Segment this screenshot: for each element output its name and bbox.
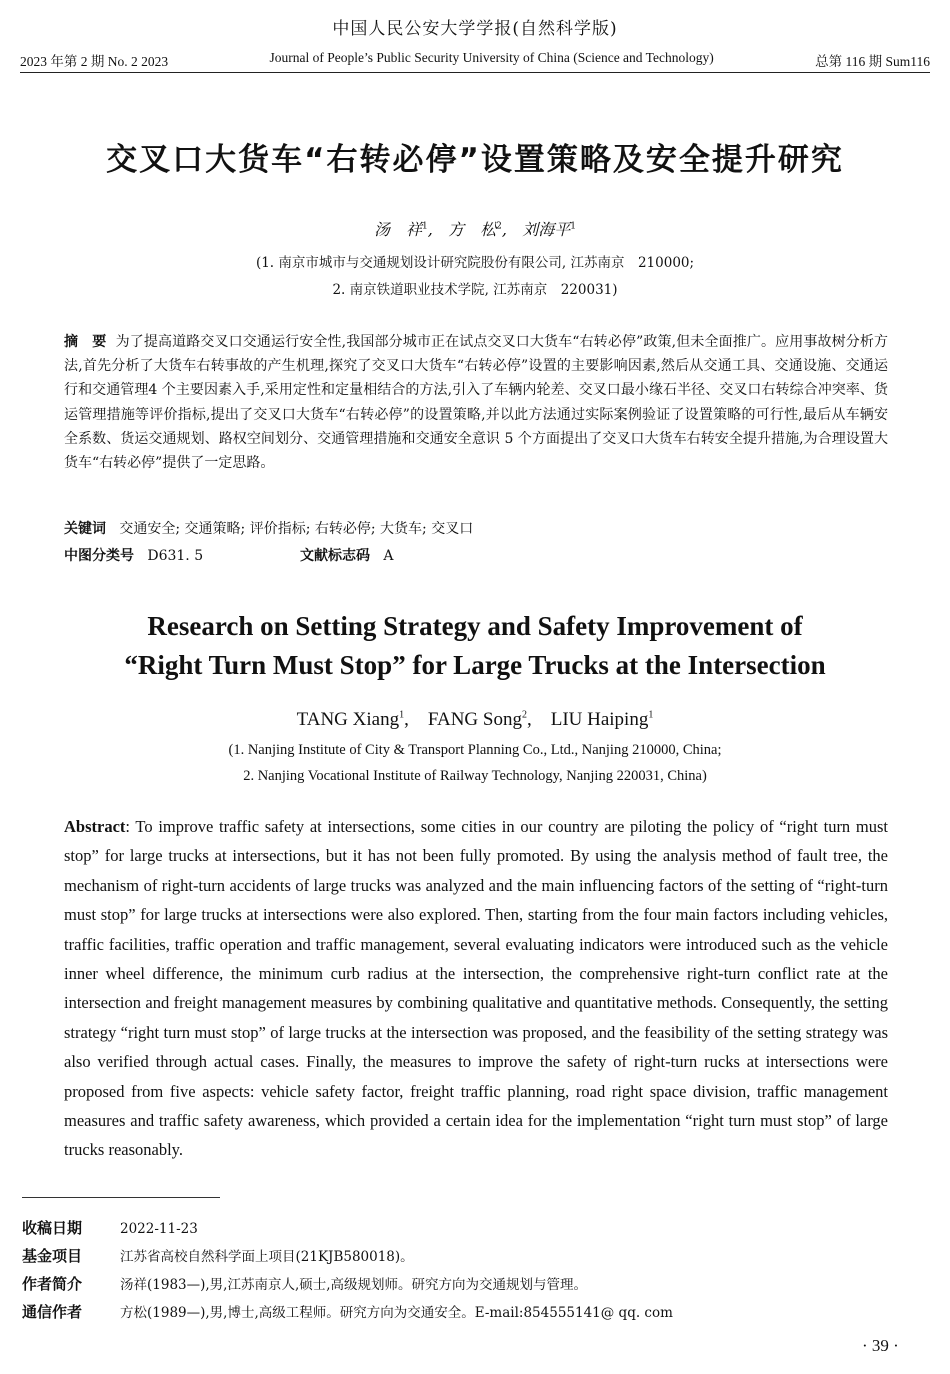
clc-label: 中图分类号 xyxy=(64,548,134,564)
doc-code-value: A xyxy=(383,548,394,564)
issue-cn: 2023 年第 2 期 No. 2 2023 xyxy=(20,54,169,69)
abstract-en-colon: : xyxy=(125,817,130,836)
authors-cn xyxy=(0,217,950,240)
footnote-funding xyxy=(22,1245,922,1266)
author-en: FANG Song xyxy=(427,709,522,730)
footnote-label: 作者简介 xyxy=(22,1275,83,1293)
footnote-divider xyxy=(22,1197,220,1198)
author-sup: 2 xyxy=(496,221,502,232)
keywords-cn-label: 关键词 xyxy=(64,521,106,537)
footnote-corresponding xyxy=(22,1301,922,1322)
keywords-cn-text: 交通安全; 交通策略; 评价指标; 右转必停; 大货车; 交叉口 xyxy=(119,521,474,537)
page-number: · 39 · xyxy=(862,1336,899,1355)
footnote-received xyxy=(22,1217,922,1238)
author-cn: 刘海平 xyxy=(522,220,571,239)
author-sep: , xyxy=(427,220,433,239)
author-en: TANG Xiang xyxy=(296,709,400,730)
author-cn: 方 松 xyxy=(448,220,497,239)
title-en-line-1: Research on Setting Strategy and Safety Improvement of xyxy=(147,611,803,641)
abstract-cn-label: 摘 要 xyxy=(64,334,107,350)
author-sup: 1 xyxy=(648,709,654,721)
running-header xyxy=(20,50,930,70)
author-sup: 1 xyxy=(570,221,576,232)
footnote-text: 方松(1989—),男,博士,高级工程师。研究方向为交通安全。E-mail:854555141@ qq. com xyxy=(120,1305,673,1321)
abstract-en xyxy=(64,812,888,1165)
keywords-cn xyxy=(64,518,888,538)
author-sep: , xyxy=(404,709,409,730)
abstract-en-text: To improve traffic safety at intersections, some cities in our country are piloting the policy of “right turn must stop” for large trucks at intersections, but it has not been fully promoted. By using the analysis method of fault tree, the mechanism of right-turn accidents of large trucks was analyzed and the main influencing factors of the setting of “right-turn must stop” for large trucks at intersections were also explored. Then, starting from the four main factors including vehicles, traffic facilities, traffic operation and traffic management, several evaluating indicators were introduced such as the vehicle inner wheel difference, the minimum curb radius at the intersection, the comprehensive right-turn conflict rate at the intersection and freight management measures by combining qualitative and quantitative methods. Consequently, the setting strategy “right turn must stop” of large trucks at the intersection was proposed, and the feasibility of the setting strategy was also verified through actual cases. Finally, the measures to improve the safety of right-turn rucks at intersections were proposed from five aspects: vehicle safety factor, freight traffic planning, road right space division, traffic management measures and traffic safety awareness, which provided a certain idea for the implementation “right turn must stop” of large trucks reasonably. xyxy=(64,817,888,1160)
total-issue: 总第 116 期 Sum116 xyxy=(815,54,930,69)
footnote-text: 汤祥(1983—),男,江苏南京人,硕士,高级规划师。研究方向为交通规划与管理。 xyxy=(120,1277,588,1293)
classification-line xyxy=(64,545,888,565)
abstract-en-label: Abstract xyxy=(64,817,126,836)
affiliation-cn-1: (1. 南京市城市与交通规划设计研究院股份有限公司, 江苏南京 210000; xyxy=(255,255,695,271)
footnote-label: 收稿日期 xyxy=(22,1219,83,1237)
clc-value: D631. 5 xyxy=(147,548,204,564)
affiliation-en-2: 2. Nanjing Vocational Institute of Railway Technology, Nanjing 220031, China) xyxy=(243,768,707,784)
title-en-line-2: “Right Turn Must Stop” for Large Trucks at the Intersection xyxy=(124,650,826,680)
author-sup: 2 xyxy=(521,709,527,721)
abstract-cn-text: 为了提高道路交叉口交通运行安全性,我国部分城市正在试点交叉口大货车“右转必停”政策,但未全面推广。应用事故树分析方法,首先分析了大货车右转事故的产生机理,探究了交叉口大货车“右转必停”设置的主要影响因素,然后从交通工具、交通设施、交通运行和交通管理4 个主要因素入手,采用定性和定量相结合的方法,引入了车辆内轮差、交叉口最小缘石半径、交叉口右转综合冲突率、货运管理措施等评价指标,提出了交叉口大货车“右转必停”的设置策略,并以此方法通过实际案例验证了设置策略的可行性,最后从车辆安全系数、货运交通规划、路权空间划分、交通管理措施和交通安全意识 5 个方面提出了交叉口大货车右转安全提升措施,为合理设置大货车“右转必停”提供了一定思路。 xyxy=(64,334,889,472)
doc-code-label: 文献标志码 xyxy=(300,548,371,564)
footnote-text: 2022-11-23 xyxy=(120,1221,198,1237)
author-sep: , xyxy=(526,709,532,730)
footnote-label: 基金项目 xyxy=(22,1247,83,1265)
title-en xyxy=(0,607,950,685)
author-sep: , xyxy=(501,220,507,239)
journal-name-en: Journal of People’s Public Security University of China (Science and Technology) xyxy=(269,50,714,65)
abstract-cn xyxy=(64,330,888,475)
footnote-author-bio xyxy=(22,1273,922,1294)
author-cn: 汤 祥 xyxy=(374,220,423,239)
author-sup: 1 xyxy=(399,709,405,721)
footnote-text: 江苏省高校自然科学面上项目(21KJB580018)。 xyxy=(120,1249,414,1265)
author-sup: 1 xyxy=(422,221,428,232)
footnote-label: 通信作者 xyxy=(22,1303,83,1321)
author-en: LIU Haiping xyxy=(550,709,649,730)
journal-name-cn: 中国人民公安大学学报(自然科学版) xyxy=(332,19,618,39)
title-cn: 交叉口大货车“右转必停”设置策略及安全提升研究 xyxy=(106,142,844,178)
authors-en xyxy=(0,709,950,731)
header-divider xyxy=(20,72,930,73)
affiliation-en-1: (1. Nanjing Institute of City & Transport Planning Co., Ltd., Nanjing 210000, China; xyxy=(228,742,722,758)
affiliation-cn-2: 2. 南京铁道职业技术学院, 江苏南京 220031) xyxy=(332,282,618,298)
